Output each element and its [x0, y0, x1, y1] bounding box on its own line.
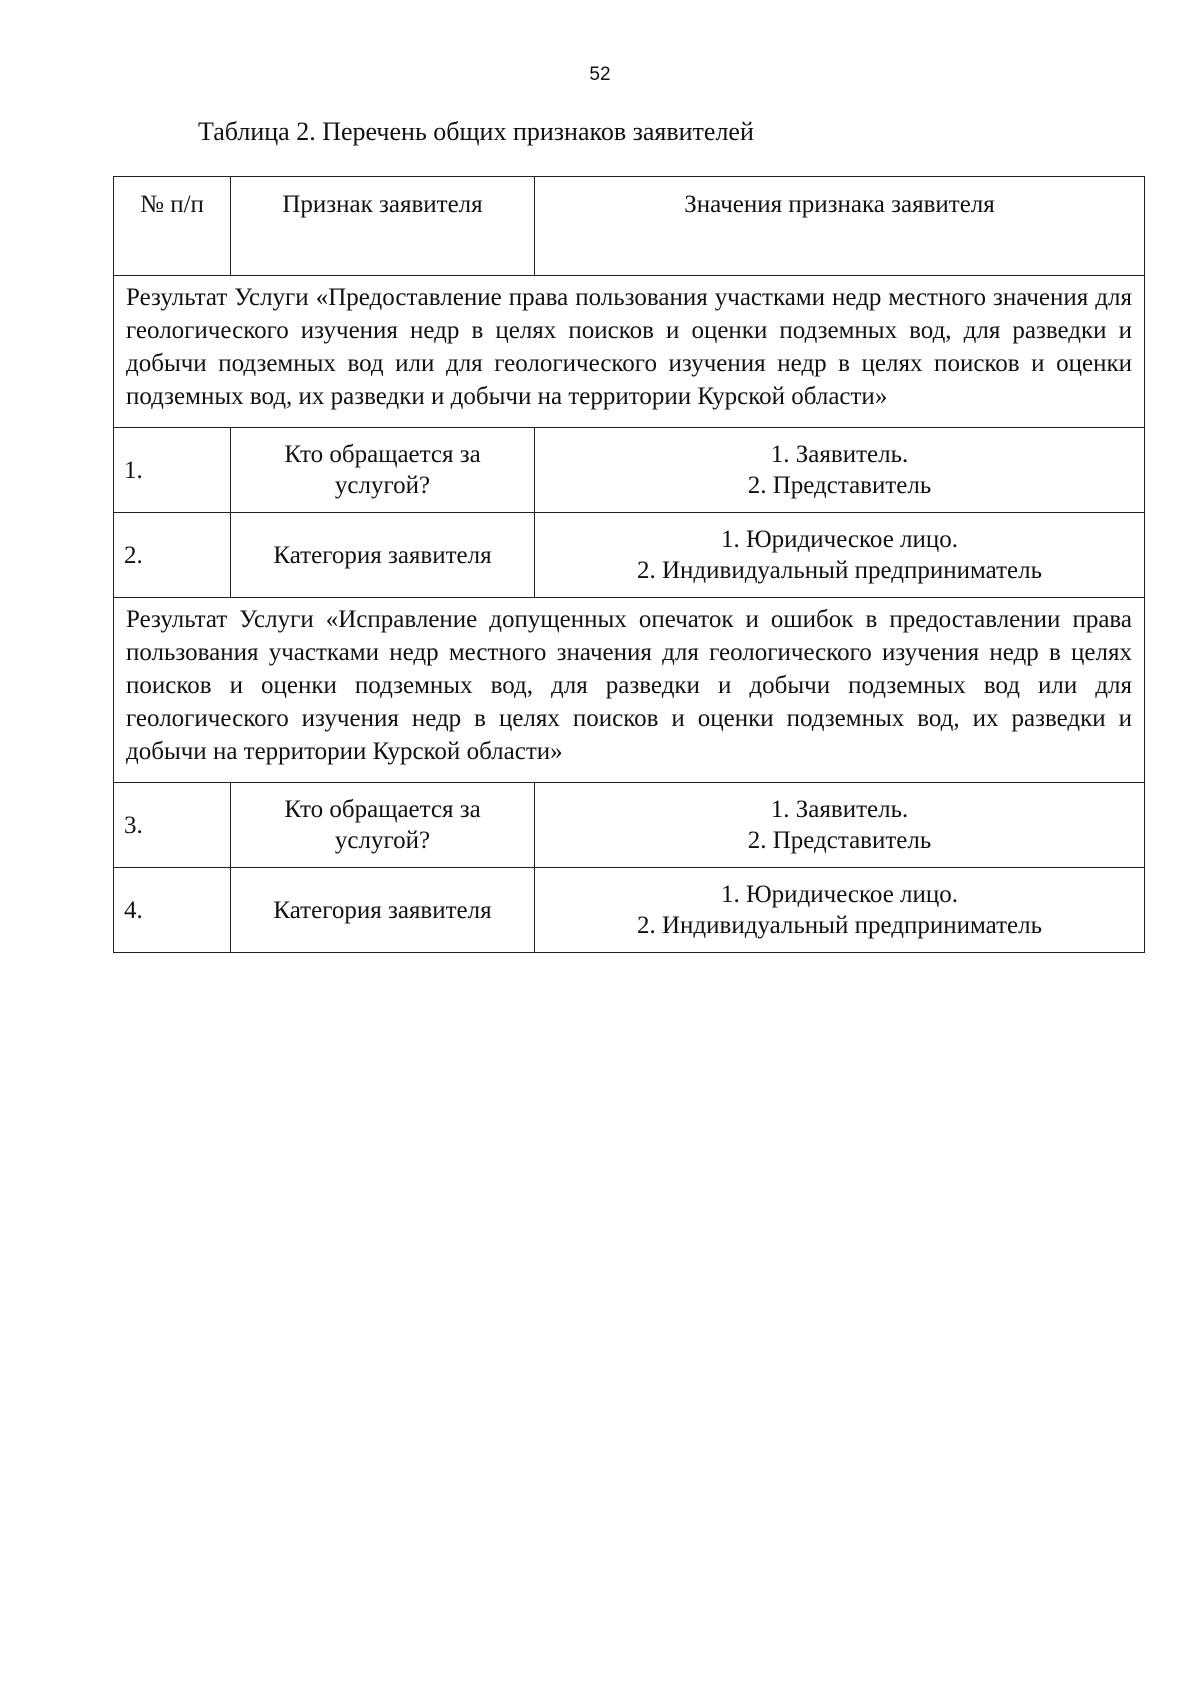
row-value-line: 1. Юридическое лицо. [720, 881, 959, 908]
table-row [114, 428, 1145, 513]
row-values [535, 868, 1145, 953]
row-sign-line: Кто обращается за [284, 441, 481, 468]
table-caption: Таблица 2. Перечень общих признаков заявителей [198, 117, 754, 146]
row-num: 3. [114, 783, 231, 868]
row-value-line: 1. Юридическое лицо. [720, 526, 959, 553]
row-num: 2. [114, 513, 231, 598]
applicant-features-table [113, 176, 1145, 953]
row-value-line: 2. Индивидуальный предприниматель [637, 557, 1042, 584]
row-sign-line: услугой? [334, 472, 431, 499]
header-sign: Признак заявителя [231, 177, 535, 276]
header-num: № п/п [114, 177, 231, 276]
row-values [535, 513, 1145, 598]
table-header-row [114, 177, 1145, 276]
row-sign-line: услугой? [334, 827, 431, 854]
row-value-line: 1. Заявитель. [770, 441, 909, 468]
row-values [535, 428, 1145, 513]
row-sign [231, 428, 535, 513]
row-sign [231, 868, 535, 953]
row-value-line: 2. Представитель [747, 827, 932, 854]
header-values: Значения признака заявителя [535, 177, 1145, 276]
row-sign-line: Категория заявителя [273, 541, 492, 569]
section-row-2 [114, 598, 1145, 783]
row-num: 1. [114, 428, 231, 513]
row-sign [231, 513, 535, 598]
row-values [535, 783, 1145, 868]
row-value-line: 1. Заявитель. [770, 796, 909, 823]
section-1-text: Результат Услуги «Предоставление права пользования участками недр местного значения для геологического изучения недр в целях поисков и оценки подземных вод, для разведки и добычи подземных вод или для геологического изучения недр в целях поисков и оценки подземных вод, их разведки и добычи на территории Курской области» [114, 276, 1145, 428]
row-sign [231, 783, 535, 868]
table-row [114, 868, 1145, 953]
row-num: 4. [114, 868, 231, 953]
row-sign-line: Кто обращается за [284, 796, 481, 823]
row-value-line: 2. Индивидуальный предприниматель [637, 912, 1042, 939]
section-row-1 [114, 276, 1145, 428]
row-sign-line: Категория заявителя [273, 896, 492, 924]
section-2-text: Результат Услуги «Исправление допущенных опечаток и ошибок в предоставлении права пользования участками недр местного значения для геологического изучения недр в целях поисков и оценки подземных вод, для разведки и добычи подземных вод или для геологического изучения недр в целях поисков и оценки подземных вод, их разведки и добычи на территории Курской области» [114, 598, 1145, 783]
page-number: 52 [589, 64, 611, 85]
table-row [114, 513, 1145, 598]
table-row [114, 783, 1145, 868]
row-value-line: 2. Представитель [747, 472, 932, 499]
